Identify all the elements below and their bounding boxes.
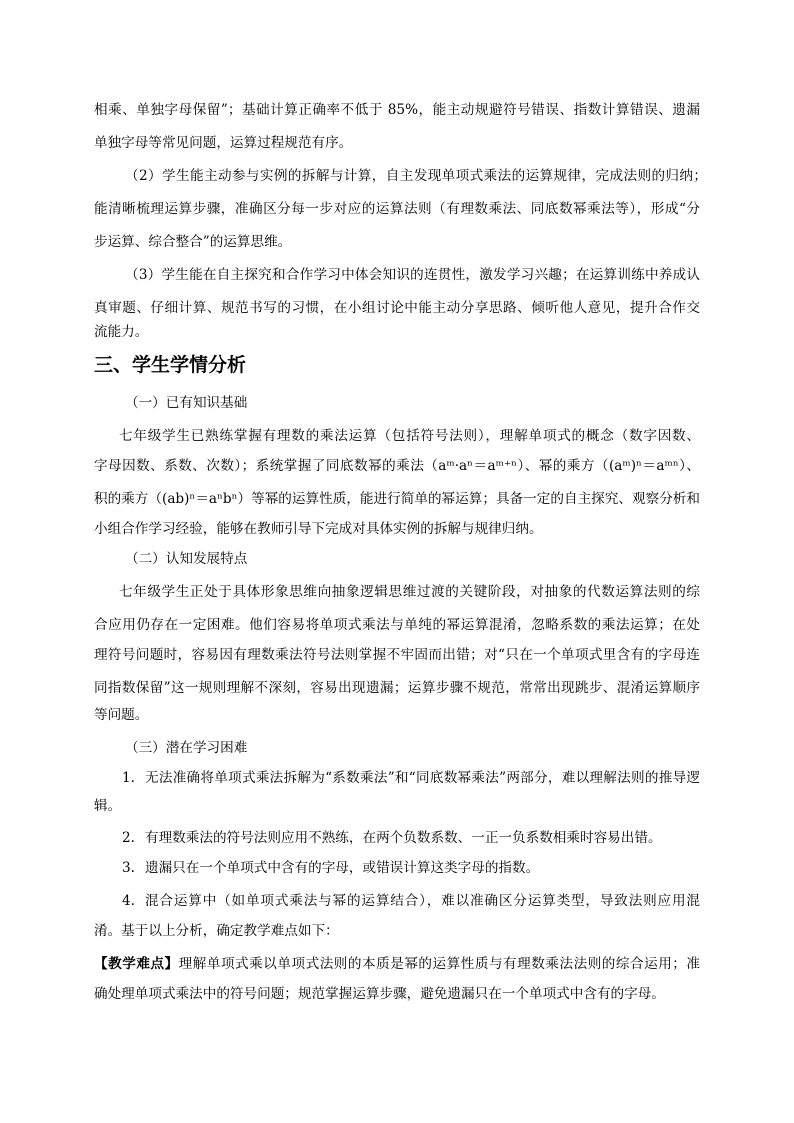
list-item-number: 1. <box>122 770 135 786</box>
part2-line: 七年级学生正处于具体形象思维向抽象逻辑思维过渡的关键阶段，对抽象的代数运算法则的综 <box>119 584 700 600</box>
list-item-line: 辑。 <box>94 798 122 814</box>
part2-line: 理符号问题时，容易因有理数乘法符号法则掌握不牢固而出错；对“只在一个单项式里含有的字母连 <box>94 647 700 663</box>
section-title: 三、学生学情分析 <box>94 354 247 376</box>
objective-3-line: （3）学生能在自主探究和合作学习中体会知识的连贯性，激发学习兴趣；在运算训练中养成认 <box>125 267 700 283</box>
part1-line: 积的乘方（(ab)ⁿ＝aⁿbⁿ）等幂的运算性质，能进行简单的幂运算；具备一定的自主探究、观察分析和 <box>94 491 700 507</box>
list-item-line: 混合运算中（如单项式乘法与幂的运算结合），难以准确区分运算类型，导致法则应用混 <box>145 893 700 909</box>
list-item-line: 无法准确将单项式乘法拆解为“系数乘法”和“同底数幂乘法”两部分，难以理解法则的推导逻 <box>145 770 700 786</box>
objective-2-line: 能清晰梳理运算步骤，准确区分每一步对应的运算法则（有理数乘法、同底数幂乘法等），形成“分 <box>94 201 700 217</box>
part2-line: 等问题。 <box>94 707 149 723</box>
objective-3-line: 流能力。 <box>94 324 149 340</box>
difficulty-line-2: 确处理单项式乘法中的符号问题；规范掌握运算步骤，避免遗漏只在一个单项式中含有的字母。 <box>94 986 665 1002</box>
part1-title: （一）已有知识基础 <box>125 395 248 411</box>
list-item-line: 淆。基于以上分析，确定教学难点如下： <box>94 923 339 939</box>
intro-line: 单独字母等常见问题，运算过程规范有序。 <box>94 135 353 151</box>
list-item-line: 有理数乘法的符号法则应用不熟练，在两个负数系数、一正一负系数相乘时容易出错。 <box>145 830 662 846</box>
part2-title: （二）认知发展特点 <box>125 551 248 567</box>
difficulty-text: 理解单项式乘以单项式法则的本质是幂的运算性质与有理数乘法法则的综合运用；准 <box>178 956 701 972</box>
difficulty-line-1 <box>94 954 700 974</box>
part2-line: 同指数保留”这一规则理解不深刻，容易出现遗漏；运算步骤不规范，常常出现跳步、混淆运算顺序 <box>94 680 700 696</box>
objective-2-line: （2）学生能主动参与实例的拆解与计算，自主发现单项式乘法的运算规律，完成法则的归纳； <box>125 168 707 184</box>
part1-line: 七年级学生已熟练掌握有理数的乘法运算（包括符号法则），理解单项式的概念（数字因数、 <box>119 428 700 444</box>
objective-3-line: 真审题、仔细计算、规范书写的习惯，在小组讨论中能主动分享思路、倾听他人意见，提升合作交 <box>94 300 700 316</box>
difficulty-label: 【教学难点】 <box>94 956 179 972</box>
part1-line: 字母因数、系数、次数）；系统掌握了同底数幂的乘法（aᵐ·aⁿ＝aᵐ⁺ⁿ）、幂的乘方（(aᵐ)ⁿ＝aᵐⁿ）、 <box>94 458 700 474</box>
list-item-number: 3. <box>122 860 135 876</box>
list-item-line: 遗漏只在一个单项式中含有的字母，或错误计算这类字母的指数。 <box>145 860 540 876</box>
part2-line: 合应用仍存在一定困难。他们容易将单项式乘法与单纯的幂运算混淆，忽略系数的乘法运算；在处 <box>94 617 700 633</box>
part3-title: （三）潜在学习困难 <box>125 740 248 756</box>
objective-2-line: 步运算、综合整合”的运算思维。 <box>94 234 292 250</box>
intro-line: 相乘、单独字母保留”；基础计算正确率不低于 85%，能主动规避符号错误、指数计算错误、遗漏 <box>94 102 700 118</box>
part1-line: 小组合作学习经验，能够在教师引导下完成对具体实例的拆解与规律归纳。 <box>94 521 543 537</box>
list-item-number: 4. <box>122 893 135 909</box>
list-item-number: 2. <box>122 830 135 846</box>
